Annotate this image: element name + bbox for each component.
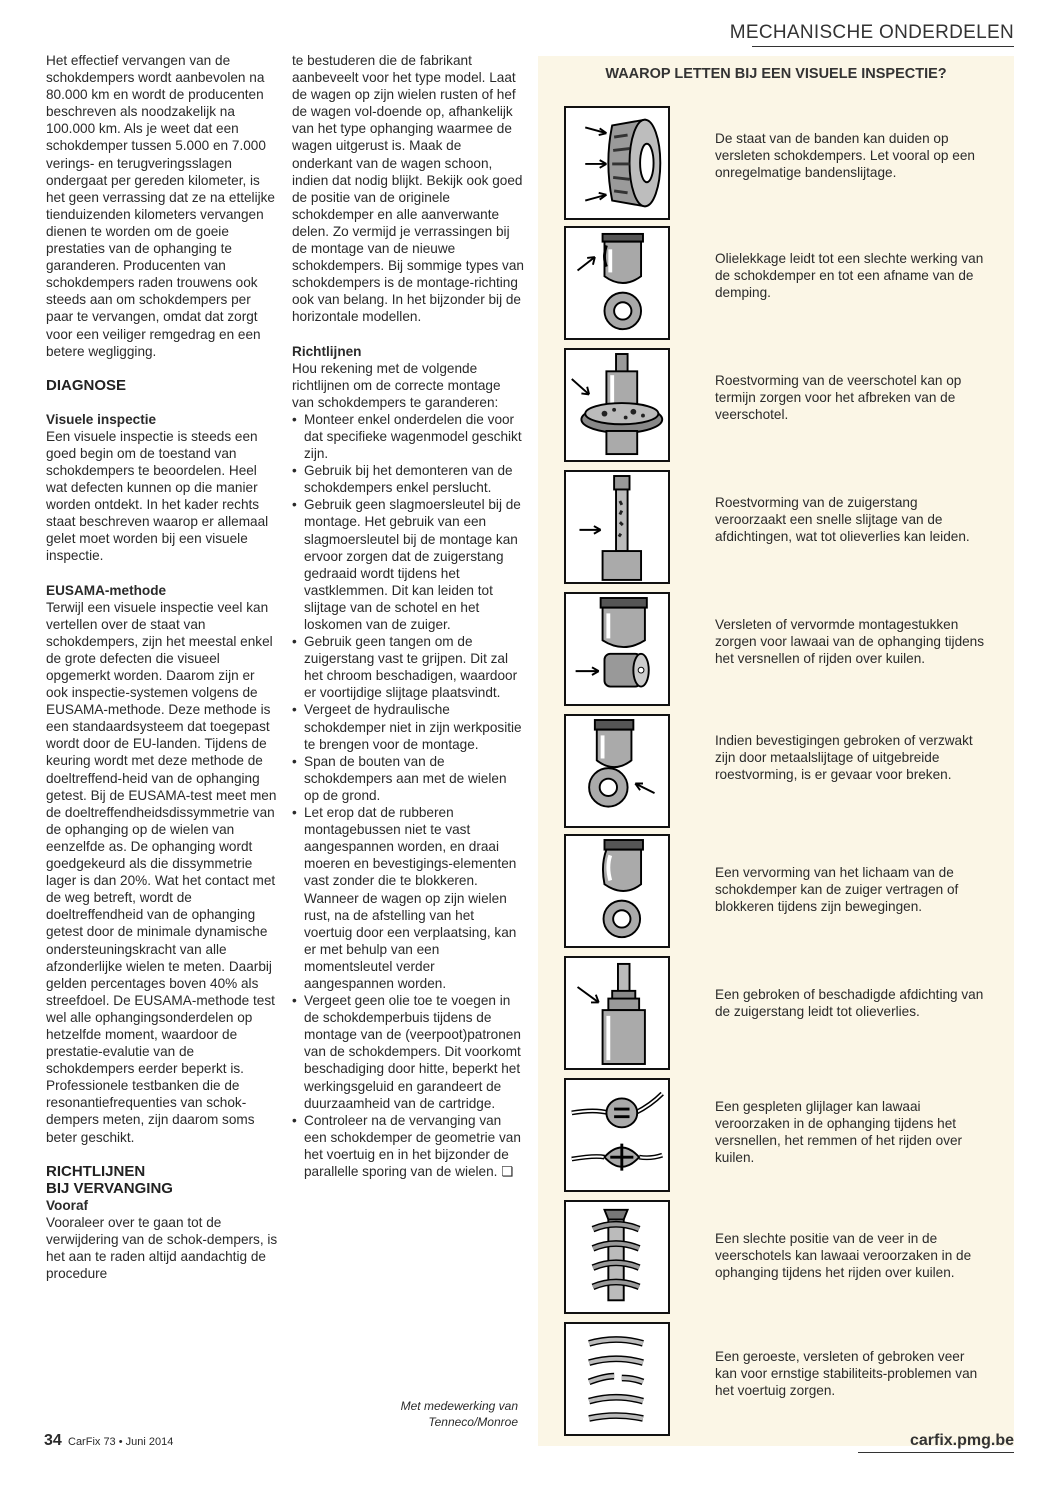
inspection-text: De staat van de banden kan duiden op versleten schokdempers. Let vooral op een onregelmatige bandenslijtage. bbox=[715, 131, 975, 181]
sidebar-title: WAAROP LETTEN BIJ EEN VISUELE INSPECTIE? bbox=[605, 66, 947, 82]
inspection-item bbox=[564, 834, 1004, 950]
continued-text: te bestuderen die de fabrikant aanbeveelt voor het type model. Laat de wagen op zijn wielen rusten of hef de wagen vol-doende op, afhankelijk van het type ophanging waarmee de wagen uitgerust is. Maak de onderkant van de wagen schoon, indien dat nodig blijkt. Bekijk ook goed de positie van de originele schokdemper en alle aanverwante delen. Zo vermijd je verrassingen bij de montage van de nieuwe schokdempers. Bij sommige types van schokdempers is de montage-richting ook van belang. In het bijzonder bij de horizontale modellen. bbox=[292, 53, 524, 325]
guideline-item: • Span de bouten van de schokdempers aan met de wielen op de grond. bbox=[292, 753, 524, 804]
inspection-text: Een slechte positie van de veer in de veerschotels kan lawaai veroorzaken in de ophanging tijdens het rijden over kuilen. bbox=[715, 1231, 972, 1281]
visuele-inspectie-heading: Visuele inspectie bbox=[46, 411, 157, 427]
inspection-item bbox=[564, 1200, 1004, 1316]
header-divider bbox=[752, 46, 1014, 47]
column-2 bbox=[292, 52, 524, 1180]
eusama-text: Terwijl een visuele inspectie veel kan vertellen over de staat van schokdempers, zijn het meestal enkel de grote defecten die visueel opgemerkt worden. Daarom zijn er ook inspectie-systemen volgens de EUSAMA-methode. Deze methode is een standaardsysteem dat toegepast wordt door de EU-landen. Tijdens de keuring wordt met deze methode de doeltreffend-heid van de ophanging getest. Bij de EUSAMA-test meet men de doeltreffendheidsdissymmetrie van de ophanging op de wielen van eenzelfde as. De ophanging wordt goedgekeurd als die dissymmetrie lager is dan 20%. Wat het contact met de weg betreft, wordt de doeltreffendheid van de ophanging getest door de minimale dynamische ondersteuningskracht van alle afzonderlijke wielen te meten. Daarbij gelden percentages boven 40% als streefdoel. De EUSAMA-methode test wel alle ophangingsonderdelen op hetzelfde moment, waardoor de prestatie-evalutie van de schokdempers eerder beperkt is. Professionele testbanken die de resonantiefrequenties van schok-dempers meten, zijn daarom soms beter geschikt. bbox=[46, 599, 277, 1145]
tire-wear-icon bbox=[564, 106, 670, 220]
page-number: 34 bbox=[44, 1432, 62, 1449]
inspection-text: Olielekkage leidt tot een slechte werking van de schokdemper en tot een afname van de demping. bbox=[715, 251, 984, 301]
guideline-item: • Let erop dat de rubberen montagebussen niet te vast aangespannen worden, en draai moeren en bevestigings-elementen vast zonder die te blokkeren. Wanneer de wagen op zijn wielen rust, na de afstelling van het voertuig door een verplaatsing, kan er met behulp van een momentsleutel verder aangespannen worden. bbox=[292, 804, 524, 992]
guideline-item: • Gebruik geen tangen om de zuigerstang vast te grijpen. Dit zal het chroom beschadigen, waardoor er voortijdige slijtage plaatsvindt. bbox=[292, 633, 524, 701]
credit-line-2: Tenneco/Monroe bbox=[428, 1415, 518, 1429]
visuele-inspectie-text: Een visuele inspectie is steeds een goed begin om de toestand van schokdempers te beoordelen. Heel wat defecten kunnen op die manier worden ontdekt. In het kader rechts staat beschreven waarop er allemaal gelet moet worden bij een visuele inspectie. bbox=[46, 428, 269, 564]
split-bushing-icon bbox=[564, 1078, 670, 1192]
richtlijnen-subheading: Richtlijnen bbox=[292, 343, 362, 359]
inspection-item bbox=[564, 1078, 1004, 1194]
inspection-item bbox=[564, 956, 1004, 1072]
rusted-piston-rod-icon bbox=[564, 470, 670, 584]
inspection-item bbox=[564, 226, 1004, 342]
inspection-text: Versleten of vervormde montagestukken zorgen voor lawaai van de ophanging tijdens het versnellen of rijden over kuilen. bbox=[715, 617, 985, 667]
richtlijnen-heading-line2: BIJ VERVANGING bbox=[46, 1179, 173, 1197]
oil-leak-icon bbox=[564, 226, 670, 340]
guideline-item: • Gebruik bij het demonteren van de schokdempers enkel perslucht. bbox=[292, 462, 524, 496]
vooraf-text: Vooraleer over te gaan tot de verwijdering van de schok-dempers, is het aan te raden altijd aandachtig de procedure bbox=[46, 1214, 278, 1281]
credit bbox=[292, 1398, 518, 1430]
guideline-item: • Monteer enkel onderdelen die voor dat specifieke wagenmodel geschikt zijn. bbox=[292, 411, 524, 462]
eusama-heading: EUSAMA-methode bbox=[46, 582, 167, 598]
intro-paragraph: Het effectief vervangen van de schokdempers wordt aanbevolen na 80.000 km en wordt de producenten beschreven als noodzakelijk na 100.000 km. Als je weet dat een schokdemper tussen 5.000 en 7.000 verings- en terugveringsslagen ondergaat per gereden kilometer, is het geen verrassing dat ze na ettelijke tienduizenden kilometers vervangen dienen te worden om de goeie prestaties van de ophanging te garanderen. Producenten van schokdempers raden trouwens ook steeds aan om schokdempers per paar te vervangen, omdat dat zorgt voor een veiliger remgedrag en een betere wegligging. bbox=[46, 53, 275, 359]
credit-line-1: Met medewerking van bbox=[400, 1399, 518, 1413]
inspection-text: Roestvorming van de zuigerstang veroorzaakt een snelle slijtage van de afdichtingen, wat tot olieverlies kan leiden. bbox=[715, 495, 970, 545]
guideline-item: • Gebruik geen slagmoersleutel bij de montage. Het gebruik van een slagmoersleutel bij de montage kan ervoor zorgen dat de zuigerstang gedraaid wordt tijdens het vastklemmen. Dit kan leiden tot slijtage van de schotel en het loskomen van de zuiger. bbox=[292, 496, 524, 633]
inspection-item bbox=[564, 348, 1004, 464]
damaged-seal-icon bbox=[564, 956, 670, 1070]
footer-divider bbox=[858, 1452, 1014, 1453]
inspection-item bbox=[564, 1322, 1004, 1438]
inspection-text: Een gespleten glijlager kan lawaai veroorzaken in de ophanging tijdens het versnellen, het remmen of het rijden over kuilen. bbox=[715, 1099, 963, 1166]
vooraf-heading: Vooraf bbox=[46, 1197, 89, 1213]
guideline-item: • Controleer na de vervanging van een schokdemper de geometrie van het voertuig en in het bijzonder de parallelle sporing van de wielen. ❏ bbox=[292, 1112, 524, 1180]
magazine-issue: CarFix 73 • Juni 2014 bbox=[68, 1436, 174, 1448]
inspection-text: Een geroeste, versleten of gebroken veer kan voor ernstige stabiliteits-problemen van het voertuig zorgen. bbox=[715, 1349, 978, 1399]
broken-spring-icon bbox=[564, 1322, 670, 1436]
richtlijnen-intro: Hou rekening met de volgende richtlijnen om de correcte montage van schokdempers te garanderen: bbox=[292, 360, 501, 410]
guideline-item: • Vergeet geen olie toe te voegen in de schokdemperbuis tijdens de montage van de (veerpoot)patronen van de schokdempers. Dit voorkomt beschadiging door hitte, beperkt het werkingsgeluid en garandeert de duurzaamheid van de cartridge. bbox=[292, 992, 524, 1112]
spring-position-icon bbox=[564, 1200, 670, 1314]
section-header: MECHANISCHE ONDERDELEN bbox=[729, 22, 1014, 43]
worn-mounting-icon bbox=[564, 592, 670, 706]
richtlijnen-heading-line1: RICHTLIJNEN bbox=[46, 1162, 146, 1180]
guideline-item: • Vergeet de hydraulische schokdemper niet in zijn werkpositie te brengen voor de montage. bbox=[292, 701, 524, 752]
deformed-body-icon bbox=[564, 834, 670, 948]
inspection-item bbox=[564, 106, 1004, 222]
inspection-item bbox=[564, 714, 1004, 830]
inspection-text: Een gebroken of beschadigde afdichting van de zuigerstang leidt tot olieverlies. bbox=[715, 987, 984, 1020]
inspection-item bbox=[564, 470, 1004, 586]
website-link[interactable]: carfix.pmg.be bbox=[909, 1432, 1014, 1449]
inspection-text: Indien bevestigingen gebroken of verzwakt zijn door metaalslijtage of uitgebreide roestvorming, is er gevaar voor breken. bbox=[715, 733, 973, 783]
inspection-item bbox=[564, 592, 1004, 708]
inspection-text: Een vervorming van het lichaam van de schokdemper kan de zuiger vertragen of blokkeren tijdens zijn bewegingen. bbox=[715, 865, 959, 915]
column-1 bbox=[46, 52, 278, 1282]
diagnose-heading: DIAGNOSE bbox=[46, 376, 127, 394]
inspection-text: Roestvorming van de veerschotel kan op termijn zorgen voor het afbreken van de veerschotel. bbox=[715, 373, 962, 423]
broken-mount-eye-icon bbox=[564, 714, 670, 828]
guideline-list bbox=[292, 411, 524, 1180]
rusted-spring-seat-icon bbox=[564, 348, 670, 462]
inspection-sidebar bbox=[538, 56, 1014, 1446]
